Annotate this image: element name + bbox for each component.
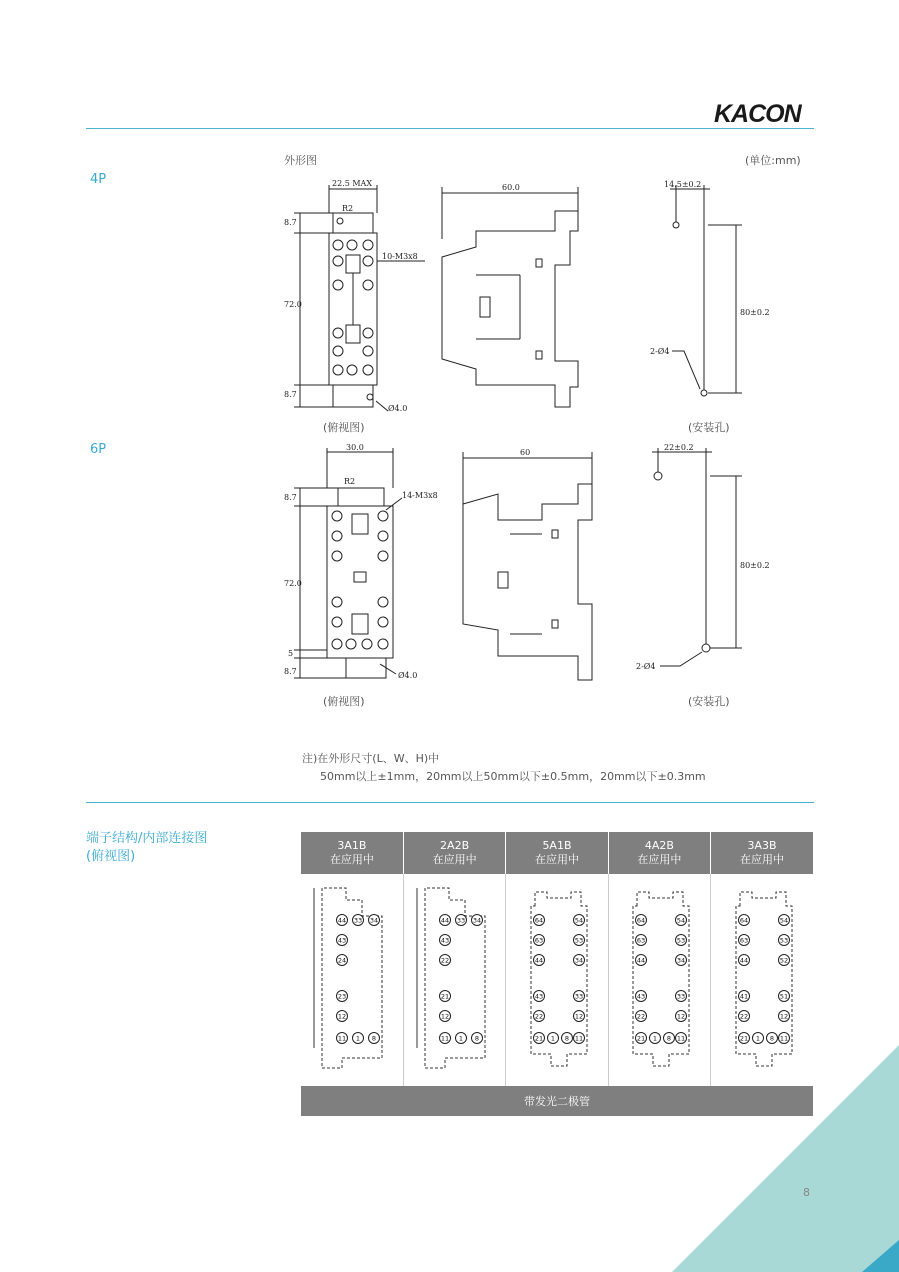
dim-4p-width: 22.5 MAX <box>332 179 373 188</box>
svg-text:33: 33 <box>353 916 363 925</box>
svg-text:1: 1 <box>653 1034 658 1043</box>
pin-12 <box>439 1011 450 1022</box>
unit-label: (单位:mm) <box>745 154 801 167</box>
svg-text:43: 43 <box>534 992 544 1001</box>
svg-text:44: 44 <box>440 916 449 925</box>
svg-text:64: 64 <box>739 916 749 925</box>
wiring-diagram-3a3b <box>711 874 813 1086</box>
pin-11 <box>676 1033 687 1044</box>
pin-41 <box>739 991 750 1002</box>
svg-text:34: 34 <box>472 916 481 925</box>
pin-24 <box>336 955 347 966</box>
pin-11 <box>573 1033 584 1044</box>
col-header-4a2b: 4A2B 在应用中 <box>608 832 710 874</box>
svg-text:34: 34 <box>369 916 379 925</box>
col-header-5a1b: 5A1B 在应用中 <box>506 832 608 874</box>
svg-text:11: 11 <box>337 1034 347 1043</box>
pin-43 <box>533 991 544 1002</box>
pin-8 <box>471 1033 482 1044</box>
pin-63 <box>636 935 647 946</box>
dim-4p-top: 8.7 <box>284 218 297 227</box>
svg-text:21: 21 <box>440 992 449 1001</box>
svg-text:22: 22 <box>534 1012 544 1021</box>
dim-4p-hole-dia: 2-Ø4 <box>650 347 670 356</box>
svg-text:63: 63 <box>534 936 544 945</box>
connection-title-line-2: (俯视图) <box>86 849 136 864</box>
pin-52 <box>779 955 790 966</box>
pin-63 <box>533 935 544 946</box>
pin-64 <box>533 915 544 926</box>
dim-6p-hole-pitch: 22±0.2 <box>664 444 694 452</box>
svg-text:21: 21 <box>637 1034 646 1043</box>
tolerance-note <box>302 750 706 786</box>
svg-text:11: 11 <box>574 1034 584 1043</box>
svg-text:1: 1 <box>458 1034 463 1043</box>
pin-22 <box>739 1011 750 1022</box>
svg-text:44: 44 <box>637 956 646 965</box>
svg-text:44: 44 <box>337 916 347 925</box>
wiring-diagram-3a1b <box>301 874 403 1086</box>
pin-21 <box>533 1033 544 1044</box>
svg-text:51: 51 <box>779 992 789 1001</box>
pin-12 <box>779 1011 790 1022</box>
svg-text:1: 1 <box>550 1034 556 1043</box>
col-header-3a3b: 3A3B 在应用中 <box>711 832 813 874</box>
wiring-diagram-5a1b <box>506 874 608 1086</box>
svg-text:8: 8 <box>667 1034 672 1043</box>
svg-text:54: 54 <box>779 916 789 925</box>
svg-text:1: 1 <box>755 1034 761 1043</box>
pin-8 <box>767 1033 778 1044</box>
pin-12 <box>573 1011 584 1022</box>
svg-text:22: 22 <box>637 1012 646 1021</box>
svg-text:54: 54 <box>574 916 584 925</box>
pin-21 <box>636 1033 647 1044</box>
svg-text:12: 12 <box>440 1012 449 1021</box>
pin-64 <box>636 915 647 926</box>
dim-4p-bottom: 8.7 <box>284 390 297 399</box>
wiring-diagram-4a2b <box>608 874 710 1086</box>
pin-44 <box>533 955 544 966</box>
led-footer: 带发光二极管 <box>301 1086 813 1116</box>
dim-4p-hole-pitch: 14.5±0.2 <box>664 180 702 189</box>
svg-text:44: 44 <box>739 956 749 965</box>
svg-text:11: 11 <box>779 1034 789 1043</box>
pin-51 <box>779 991 790 1002</box>
dim-6p-r: R2 <box>344 477 356 486</box>
top-divider <box>86 128 814 129</box>
svg-text:11: 11 <box>440 1034 449 1043</box>
caption-4p-mounting-holes: (安装孔) <box>688 421 730 434</box>
pin-34 <box>676 955 687 966</box>
dim-4p-hole-span: 80±0.2 <box>740 308 770 317</box>
svg-text:21: 21 <box>534 1034 544 1043</box>
pin-44 <box>439 915 450 926</box>
pin-21 <box>739 1033 750 1044</box>
svg-text:43: 43 <box>637 992 646 1001</box>
svg-text:63: 63 <box>739 936 749 945</box>
pin-54 <box>573 915 584 926</box>
svg-text:53: 53 <box>677 936 686 945</box>
pin-11 <box>439 1033 450 1044</box>
dim-6p-width: 30.0 <box>346 444 364 452</box>
col-header-2a2b: 2A2B 在应用中 <box>403 832 505 874</box>
dim-6p-five: 5 <box>288 649 294 658</box>
dim-6p-height: 72.0 <box>284 579 302 588</box>
pin-43 <box>439 935 450 946</box>
svg-text:22: 22 <box>440 956 449 965</box>
dim-6p-dia: Ø4.0 <box>398 671 418 680</box>
svg-text:44: 44 <box>534 956 544 965</box>
pin-22 <box>439 955 450 966</box>
svg-text:8: 8 <box>769 1034 775 1043</box>
svg-text:12: 12 <box>677 1012 686 1021</box>
dim-4p-height: 72.0 <box>284 300 302 309</box>
svg-text:53: 53 <box>779 936 789 945</box>
svg-text:64: 64 <box>637 916 646 925</box>
dim-6p-bottom: 8.7 <box>284 667 297 676</box>
pin-22 <box>533 1011 544 1022</box>
pin-23 <box>336 991 347 1002</box>
svg-text:43: 43 <box>440 936 449 945</box>
dim-6p-top: 8.7 <box>284 493 297 502</box>
section-4p-label: 4P <box>90 172 107 187</box>
pin-34 <box>471 915 482 926</box>
drawing-4p <box>280 175 820 415</box>
pin-53 <box>573 935 584 946</box>
svg-text:43: 43 <box>337 936 347 945</box>
dim-6p-hole-span: 80±0.2 <box>740 561 770 570</box>
dim-4p-depth: 60.0 <box>502 183 520 192</box>
svg-text:23: 23 <box>337 992 347 1001</box>
section-divider <box>86 802 814 803</box>
pin-21 <box>439 991 450 1002</box>
pin-33 <box>573 991 584 1002</box>
pin-33 <box>352 915 363 926</box>
pin-8 <box>664 1033 675 1044</box>
pin-8 <box>561 1033 572 1044</box>
pin-1 <box>455 1033 466 1044</box>
svg-text:1: 1 <box>355 1034 361 1043</box>
pin-44 <box>336 915 347 926</box>
outline-title: 外形图 <box>284 154 317 167</box>
pin-22 <box>636 1011 647 1022</box>
svg-text:52: 52 <box>779 956 789 965</box>
svg-text:53: 53 <box>574 936 584 945</box>
pin-33 <box>455 915 466 926</box>
pin-43 <box>336 935 347 946</box>
pin-53 <box>779 935 790 946</box>
pin-44 <box>636 955 647 966</box>
svg-text:24: 24 <box>337 956 347 965</box>
pin-44 <box>739 955 750 966</box>
note-line-1: 注)在外形尺寸(L、W、H)中 <box>302 752 440 765</box>
pin-53 <box>676 935 687 946</box>
pin-1 <box>547 1033 558 1044</box>
svg-text:41: 41 <box>739 992 749 1001</box>
svg-text:34: 34 <box>574 956 584 965</box>
dim-4p-dia: Ø4.0 <box>388 404 408 413</box>
svg-text:8: 8 <box>474 1034 479 1043</box>
svg-text:12: 12 <box>779 1012 789 1021</box>
wiring-diagram-2a2b <box>403 874 505 1086</box>
svg-text:33: 33 <box>574 992 584 1001</box>
pin-34 <box>573 955 584 966</box>
svg-text:54: 54 <box>677 916 686 925</box>
pin-8 <box>368 1033 379 1044</box>
pin-1 <box>753 1033 764 1044</box>
pin-54 <box>779 915 790 926</box>
pin-11 <box>779 1033 790 1044</box>
svg-text:34: 34 <box>677 956 686 965</box>
dim-6p-hole-dia: 2-Ø4 <box>636 662 656 671</box>
section-6p-label: 6P <box>90 442 107 457</box>
svg-text:11: 11 <box>677 1034 686 1043</box>
pin-34 <box>368 915 379 926</box>
svg-text:12: 12 <box>337 1012 347 1021</box>
pin-12 <box>676 1011 687 1022</box>
dim-6p-depth: 60 <box>520 448 531 457</box>
dim-6p-screw: 14-M3x8 <box>402 491 438 500</box>
svg-text:33: 33 <box>456 916 465 925</box>
pin-12 <box>336 1011 347 1022</box>
caption-4p-top-view: (俯视图) <box>323 421 365 434</box>
dim-4p-r: R2 <box>342 204 354 213</box>
svg-text:22: 22 <box>739 1012 749 1021</box>
caption-6p-top-view: (俯视图) <box>323 695 365 708</box>
svg-text:21: 21 <box>739 1034 749 1043</box>
svg-text:33: 33 <box>677 992 686 1001</box>
drawing-6p <box>280 444 820 689</box>
svg-text:12: 12 <box>574 1012 584 1021</box>
dim-4p-screw: 10-M3x8 <box>382 252 418 261</box>
pin-33 <box>676 991 687 1002</box>
pin-1 <box>352 1033 363 1044</box>
pin-11 <box>336 1033 347 1044</box>
pin-1 <box>650 1033 661 1044</box>
svg-text:8: 8 <box>564 1034 570 1043</box>
svg-text:8: 8 <box>371 1034 377 1043</box>
svg-text:63: 63 <box>637 936 646 945</box>
page-number: 8 <box>803 1186 810 1199</box>
note-line-2: 50mm以上±1mm，20mm以上50mm以下±0.5mm，20mm以下±0.3mm <box>320 770 706 783</box>
svg-text:64: 64 <box>534 916 544 925</box>
brand-logo: KACON <box>714 100 801 128</box>
pin-43 <box>636 991 647 1002</box>
connection-section-title <box>86 830 207 866</box>
pin-63 <box>739 935 750 946</box>
connection-table <box>301 832 813 1116</box>
connection-title-line-1: 端子结构/内部连接图 <box>86 831 208 846</box>
pin-64 <box>739 915 750 926</box>
pin-54 <box>676 915 687 926</box>
caption-6p-mounting-holes: (安装孔) <box>688 695 730 708</box>
col-header-3a1b: 3A1B 在应用中 <box>301 832 403 874</box>
